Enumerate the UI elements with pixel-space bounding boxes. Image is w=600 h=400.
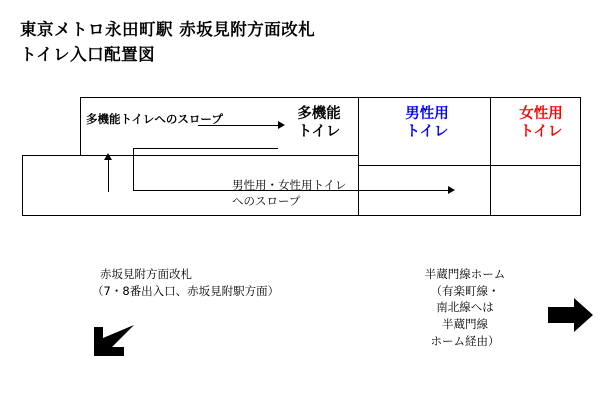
caption-right-line4: 半蔵門線 <box>442 317 488 332</box>
corridor-wall-top <box>22 155 80 156</box>
room-label-mens-toilet <box>396 105 458 141</box>
caption-right-line3: 南北線へは <box>436 300 494 315</box>
room-label-mens-line1: 男性用 <box>405 106 449 122</box>
caption-right-line2: （有楽町線・ <box>430 283 500 298</box>
room-label-womens-toilet <box>510 105 572 141</box>
page-title-line2: トイレ入口配置図 <box>20 45 156 64</box>
arrow-right-icon <box>548 295 594 335</box>
slope-arrow-up-head <box>104 153 112 160</box>
caption-right-line5: ホーム経由） <box>430 333 500 348</box>
caption-left <box>92 266 279 299</box>
slope-arrow-up-shaft <box>108 160 109 192</box>
wall-womens-entrance <box>490 165 580 166</box>
wall-multipurpose-bottom <box>80 155 358 156</box>
caption-right-line1: 半蔵門線ホーム <box>424 267 506 281</box>
corridor-partition-vertical <box>133 148 134 190</box>
slope-arrow-mens-womens-shaft <box>362 190 448 191</box>
caption-right <box>400 266 530 349</box>
room-label-womens-line1: 女性用 <box>519 106 563 122</box>
room-label-womens-line2: トイレ <box>519 124 563 141</box>
divider-multipurpose-mens <box>358 97 359 165</box>
room-label-multipurpose-line1: 多機能 <box>297 106 341 122</box>
corridor-partition-top <box>133 148 278 149</box>
wall-mens-entrance <box>358 165 490 166</box>
slope-arrow-multipurpose-head <box>278 121 285 129</box>
wall-top <box>80 97 580 98</box>
page-title-line1: 東京メトロ永田町駅 赤坂見附方面改札 <box>20 20 316 39</box>
wall-bottom-right <box>358 215 581 216</box>
corridor-wall-bottom <box>22 215 358 216</box>
corridor-wall-left <box>22 155 23 215</box>
wall-left-upper <box>80 97 81 155</box>
arrow-down-left-icon <box>92 322 138 362</box>
divider-mens-womens <box>490 97 491 215</box>
caption-left-line2: （7・8番出入口、赤坂見附駅方面） <box>92 283 280 298</box>
slope-label-mens-womens-line2: へのスロープ <box>232 194 301 208</box>
room-label-mens-line2: トイレ <box>405 124 449 141</box>
caption-left-line1: 赤坂見附方面改札 <box>100 267 192 281</box>
slope-arrow-mens-womens-head <box>448 186 455 194</box>
slope-label-mens-womens-line1: 男性用・女性用トイレ <box>232 178 347 192</box>
wall-right <box>580 97 581 215</box>
room-label-multipurpose-toilet <box>288 105 350 141</box>
slope-label-multipurpose: 多機能トイレへのスロープ <box>86 112 223 126</box>
room-label-multipurpose-line2: トイレ <box>297 124 341 141</box>
